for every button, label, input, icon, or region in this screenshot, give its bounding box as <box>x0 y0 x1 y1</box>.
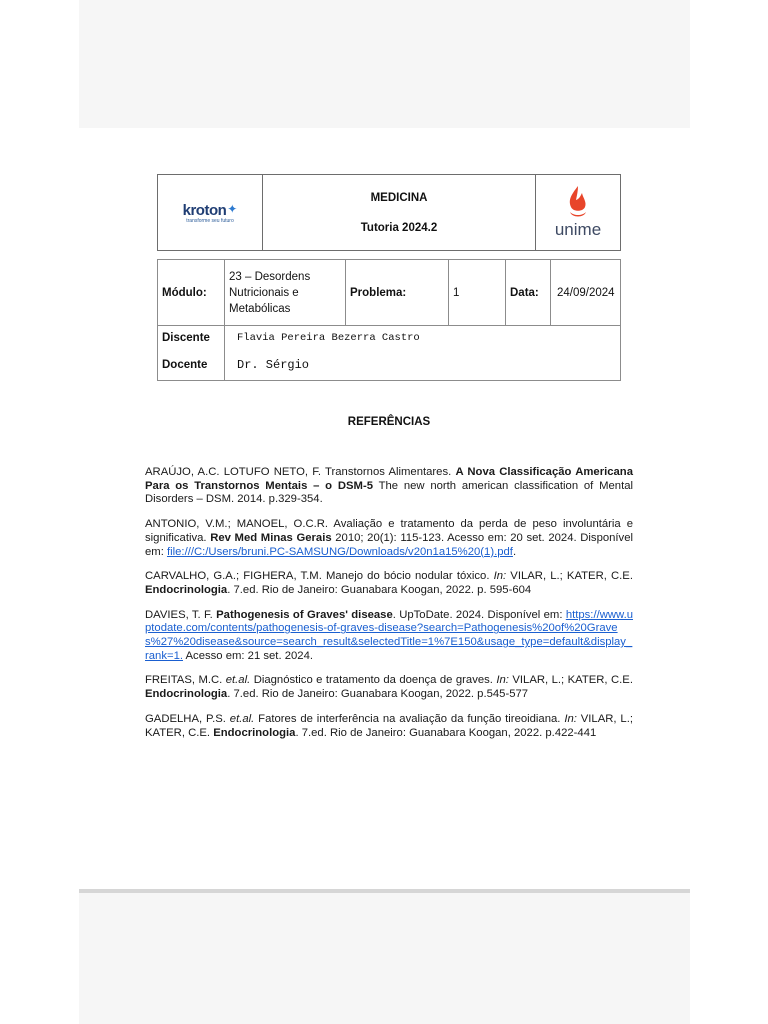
reference-item: DAVIES, T. F. Pathogenesis of Graves' disease. UpToDate. 2024. Disponível em: https://www.uptodate.com/contents/pathogenesis-of-graves-disease?search=Pathogenesis%20of%20Graves%27%20disease&source=search_result&selectedTitle=1%7E150&usage_type=default&display_rank=1. Acesso em: 21 set. 2024. <box>145 608 633 662</box>
next-page-area <box>79 893 690 1024</box>
course-title: MEDICINA <box>370 191 428 204</box>
previous-page-area <box>79 0 690 128</box>
modulo-line-1: 23 – Desordens <box>229 270 311 283</box>
reference-link[interactable]: https://www.uptodate.com/contents/pathogenesis-of-graves-disease?search=Pathogenesis%20of%20Graves%27%20disease&source=search_result&selectedTitle=1%7E150&usage_type=default&display_rank=1. <box>145 608 633 662</box>
flame-icon <box>565 185 591 219</box>
kroton-mark-icon: ✦ <box>227 201 238 216</box>
reference-item: CARVALHO, G.A.; FIGHERA, T.M. Manejo do bócio nodular tóxico. In: VILAR, L.; KATER, C.E. Endocrinologia. 7.ed. Rio de Janeiro: Guanabara Koogan, 2022. p. 595-604 <box>145 570 633 596</box>
modulo-line-2: Nutricionais e <box>229 286 299 299</box>
data-label: Data: <box>506 260 551 326</box>
reference-item: ANTONIO, V.M.; MANOEL, O.C.R. Avaliação e tratamento da perda de peso involuntária e significativa. Rev Med Minas Gerais 2010; 20(1): 115-123. Acesso em: 20 set. 2024. Disponível em: file:///C:/Users/bruni.PC-SAMSUNG/Downloads/v20n1a15%20(1).pdf. <box>145 518 633 558</box>
references-list <box>145 466 633 751</box>
discente-label: Discente <box>158 326 225 350</box>
data-value: 24/09/2024 <box>551 260 621 326</box>
header-title <box>263 175 536 251</box>
info-table <box>157 259 621 381</box>
modulo-label: Módulo: <box>158 260 225 326</box>
reference-item: ARAÚJO, A.C. LOTUFO NETO, F. Transtornos Alimentares. A Nova Classificação Americana Para os Transtornos Mentais – o DSM-5 The new north american classification of Mental Disorders – DSM. 2014. p.329-354. <box>145 466 634 506</box>
unime-logo <box>536 175 621 251</box>
header-table <box>157 174 621 251</box>
kroton-logo <box>158 175 263 251</box>
reference-item: GADELHA, P.S. et.al. Fatores de interferência na avaliação da função tireoidiana. In: VILAR, L.; KATER, C.E. Endocrinologia. 7.ed. Rio de Janeiro: Guanabara Koogan, 2022. p.422-441 <box>145 712 633 739</box>
problema-label: Problema: <box>346 260 449 326</box>
modulo-line-3: Metabólicas <box>229 302 291 315</box>
discente-value: Flavia Pereira Bezerra Castro <box>225 326 621 350</box>
kroton-tagline: transforme seu futuro <box>186 217 234 224</box>
kroton-logo-text: kroton <box>182 201 227 219</box>
left-margin <box>0 0 79 1024</box>
modulo-value <box>225 260 346 326</box>
tutoria-title: Tutoria 2024.2 <box>360 221 438 234</box>
docente-value: Dr. Sérgio <box>225 350 621 381</box>
problema-value: 1 <box>449 260 506 326</box>
docente-label: Docente <box>158 350 225 381</box>
references-heading: REFERÊNCIAS <box>347 416 431 428</box>
right-margin <box>690 0 768 1024</box>
reference-link[interactable]: file:///C:/Users/bruni.PC-SAMSUNG/Downloads/v20n1a15%20(1).pdf <box>166 545 513 558</box>
unime-logo-text: unime <box>554 220 602 239</box>
reference-item: FREITAS, M.C. et.al. Diagnóstico e tratamento da doença de graves. In: VILAR, L.; KATER, C.E. Endocrinologia. 7.ed. Rio de Janeiro: Guanabara Koogan, 2022. p.545-577 <box>145 674 633 701</box>
